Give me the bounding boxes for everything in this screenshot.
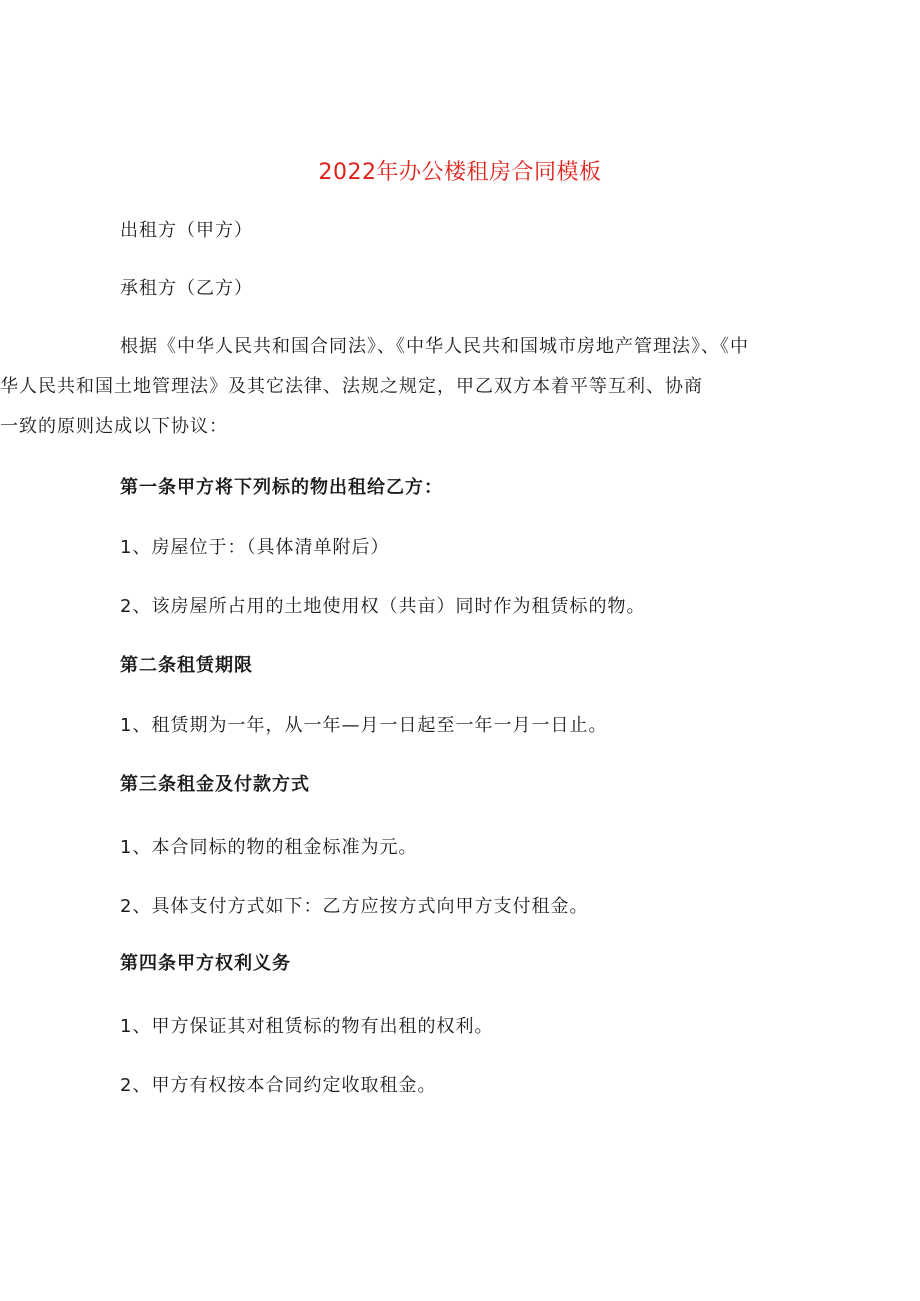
- article-4-item-2: 2、甲方有权按本合同约定收取租金。: [120, 1075, 437, 1096]
- article-1-item-1: 1、房屋位于：（具体清单附后）: [120, 537, 390, 558]
- article-4-item-1: 1、甲方保证其对租赁标的物有出租的权利。: [120, 1016, 494, 1037]
- article-1-heading: 第一条甲方将下列标的物出租给乙方：: [120, 477, 443, 498]
- article-1-item-2: 2、该房屋所占用的土地使用权（共亩）同时作为租赁标的物。: [120, 596, 646, 617]
- article-3-item-1: 1、本合同标的物的租金标准为元。: [120, 837, 418, 858]
- lessee-line: 承租方（乙方）: [120, 278, 253, 299]
- document-title: 2022年办公楼租房合同模板: [318, 160, 602, 185]
- preamble-line-1: 根据《中华人民共和国合同法》、《中华人民共和国城市房地产管理法》、《中: [120, 336, 749, 357]
- article-3-item-2: 2、具体支付方式如下：乙方应按方式向甲方支付租金。: [120, 896, 589, 917]
- article-4-heading: 第四条甲方权利义务: [120, 953, 291, 974]
- article-3-heading: 第三条租金及付款方式: [120, 774, 310, 795]
- lessor-line: 出租方（甲方）: [120, 220, 253, 241]
- preamble-line-3: 一致的原则达成以下协议：: [0, 416, 228, 437]
- article-2-heading: 第二条租赁期限: [120, 655, 253, 676]
- preamble-line-2: 华人民共和国土地管理法》及其它法律、法规之规定，甲乙双方本着平等互利、协商: [0, 376, 703, 397]
- article-2-item-1: 1、租赁期为一年，从一年—月一日起至一年一月一日止。: [120, 715, 608, 736]
